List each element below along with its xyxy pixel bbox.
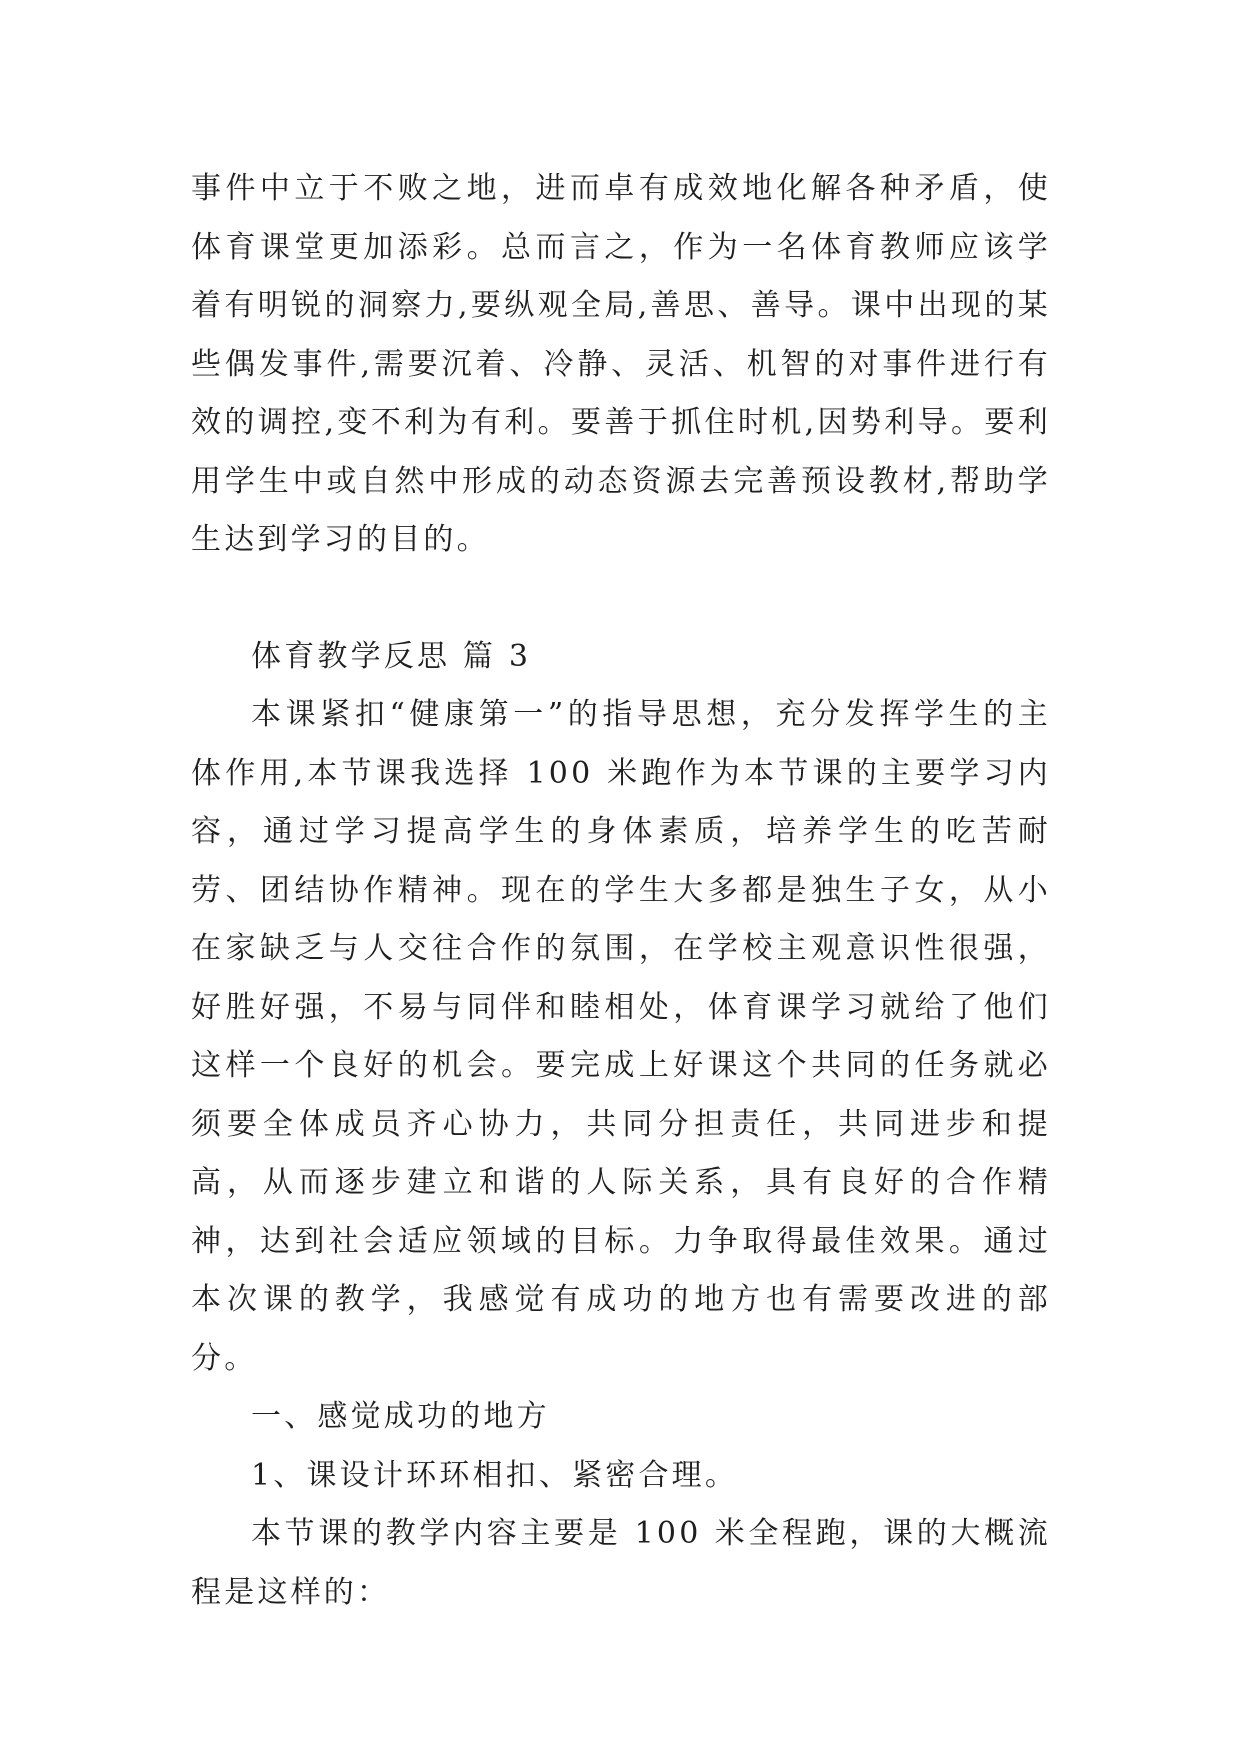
section-heading: 体育教学反思 篇 3 [251, 638, 532, 674]
subheading: 一、感觉成功的地方 [251, 1399, 550, 1434]
list-item: 1、课设计环环相扣、紧密合理。 [251, 1457, 739, 1493]
body-paragraph: 本课紧扣“健康第一”的指导思想，充分发挥学生的主体作用,本节课我选择 100 米跑作为本节课的主要学习内容，通过学习提高学生的身体素质，培养学生的吃苦耐劳、团结协作精神。现在的学生大多都是独生子女，从小在家缺乏与人交往合作的氛围，在学校主观意识性很强，好胜好强，不易与同伴和睦相处，体育课学习就给了他们这样一个良好的机会。要完成上好课这个共同的任务就必须要全体成员齐心协力，共同分担责任，共同进步和提高，从而逐步建立和谐的人际关系，具有良好的合作精神，达到社会适应领域的目标。力争取得最佳效果。通过本次课的教学，我感觉有成功的地方也有需要改进的部分。 [191, 697, 1051, 1376]
document-body [191, 160, 1051, 1622]
body-paragraph: 本节课的教学内容主要是 100 米全程跑，课的大概流程是这样的： [191, 1516, 1051, 1610]
body-paragraph-continued: 事件中立于不败之地，进而卓有成效地化解各种矛盾，使体育课堂更加添彩。总而言之，作为一名体育教师应该学着有明锐的洞察力,要纵观全局,善思、善导。课中出现的某些偶发事件,需要沉着、冷静、灵活、机智的对事件进行有效的调控,变不利为有利。要善于抓住时机,因势利导。要利用学生中或自然中形成的动态资源去完善预设教材,帮助学生达到学习的目的。 [191, 171, 1051, 557]
